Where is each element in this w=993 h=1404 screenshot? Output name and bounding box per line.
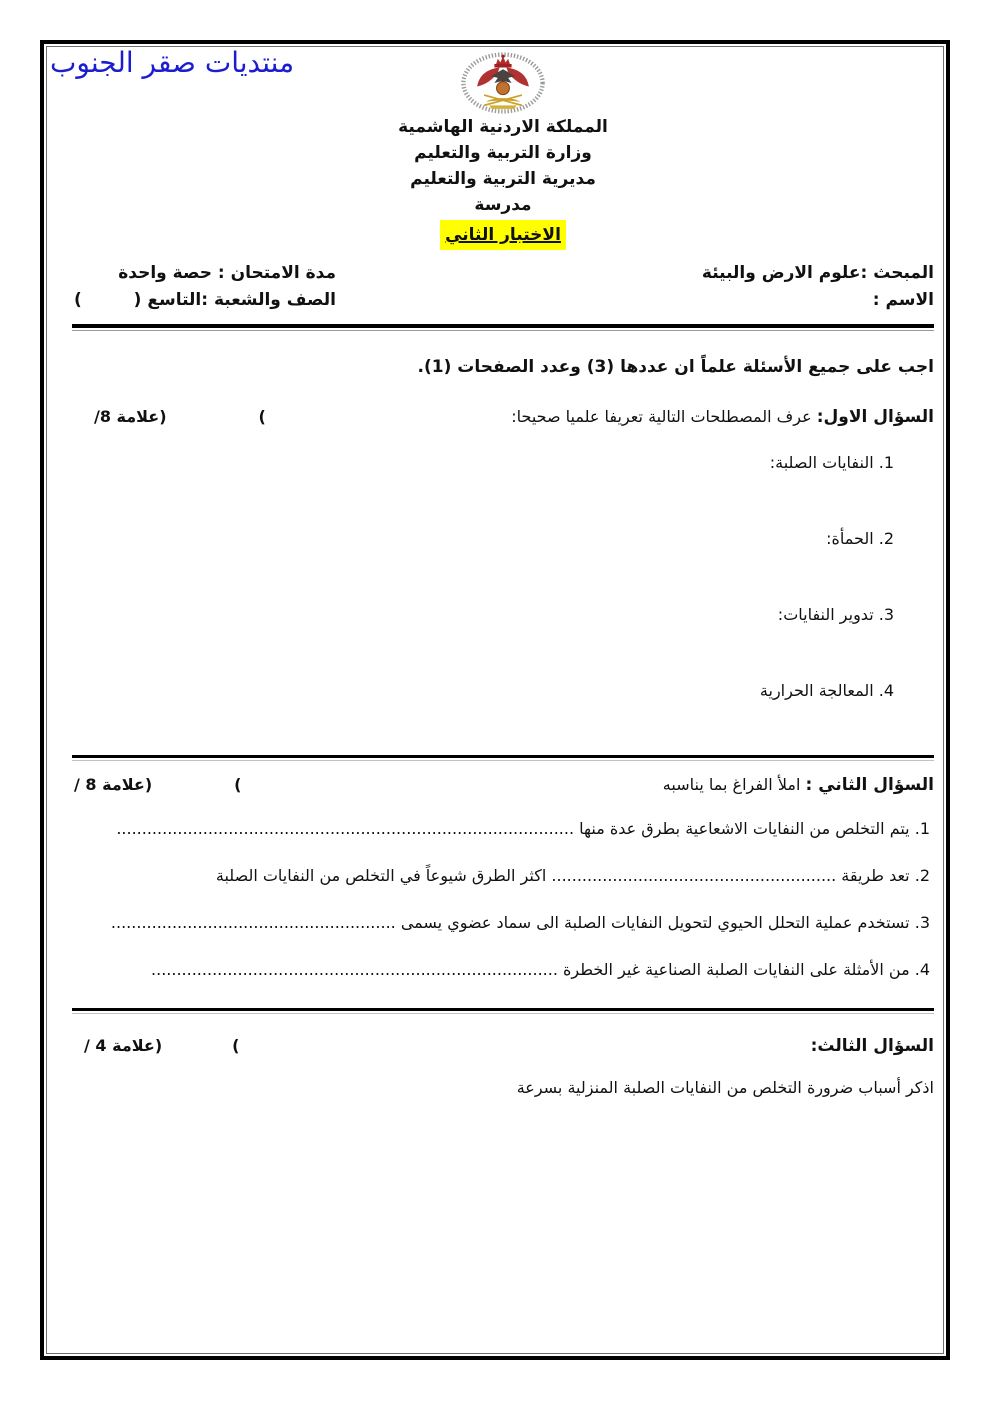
question2-header bbox=[72, 775, 934, 795]
blank1-dotted-line: .......................................................................................... bbox=[116, 819, 575, 838]
exam-info-row bbox=[72, 260, 934, 316]
class-paren-open: ( bbox=[74, 290, 82, 310]
page-border-frame bbox=[40, 40, 950, 1360]
blank-item-industrial-waste bbox=[72, 958, 930, 982]
question3-header bbox=[72, 1036, 934, 1056]
question1-marks bbox=[94, 407, 266, 426]
blank2-text-after: اكثر الطرق شيوعاً في التخلص من النفايات الصلبة bbox=[215, 866, 552, 885]
blank-item-radioactive-waste bbox=[72, 817, 930, 841]
question1-title bbox=[511, 407, 934, 427]
blank4-dotted-line: ................................................................................ bbox=[151, 960, 558, 979]
watermark-text: منتديات صقر الجنوب bbox=[50, 46, 295, 79]
header-school-line: مدرسة bbox=[474, 195, 532, 215]
question1-marks-text: /8 علامة) bbox=[94, 407, 167, 426]
term-item-recycling: 3. تدوير النفايات: bbox=[777, 605, 894, 624]
question2-title bbox=[663, 775, 934, 795]
question3-label: السؤال الثالث: bbox=[810, 1036, 934, 1056]
question3-marks bbox=[84, 1036, 239, 1055]
term-item-solid-waste: 1. النفايات الصلبة: bbox=[769, 453, 894, 472]
blank3-dotted-line: ........................................................ bbox=[110, 913, 396, 932]
header-directorate-line: مديرية التربية والتعليم bbox=[410, 169, 596, 189]
blank3-text: 3. تستخدم عملية التحلل الحيوي لتحويل النفايات الصلبة الى سماد عضوي يسمى bbox=[395, 913, 930, 932]
question2-label: السؤال الثاني : bbox=[805, 775, 934, 795]
info-left-column bbox=[74, 260, 336, 314]
header-kingdom-line: المملكة الاردنية الهاشمية bbox=[398, 117, 608, 137]
question2-prompt: املأ الفراغ بما يناسبه bbox=[662, 775, 801, 794]
exam-duration-line: مدة الامتحان : حصة واحدة bbox=[118, 263, 336, 283]
question3-title bbox=[811, 1036, 934, 1056]
question1-label: السؤال الاول: bbox=[816, 407, 934, 427]
question3-prompt: اذكر أسباب ضرورة التخلص من النفايات الصلبة المنزلية بسرعة bbox=[516, 1078, 934, 1097]
class-paren-close: ) bbox=[133, 290, 142, 310]
exam-instruction: اجب على جميع الأسئلة علماً ان عددها (3) وعدد الصفحات (1). bbox=[417, 357, 934, 377]
student-name-line: الاسم : bbox=[872, 290, 934, 310]
blank-item-common-method bbox=[72, 864, 930, 888]
term-item-sludge: 2. الحمأة: bbox=[826, 529, 894, 548]
jordan-ministry-emblem-icon bbox=[459, 52, 547, 114]
class-section-text: الصف والشعبة :التاسع bbox=[147, 290, 336, 310]
header-ministry-line: وزارة التربية والتعليم bbox=[414, 143, 592, 163]
blank2-dotted-line: ........................................................ bbox=[551, 866, 837, 885]
separator-header bbox=[72, 324, 934, 331]
separator-question2 bbox=[72, 755, 934, 761]
separator-question3 bbox=[72, 1008, 934, 1014]
question2-marks bbox=[74, 775, 241, 794]
question2-marks-text: / 8 علامة) bbox=[74, 775, 153, 794]
document-header bbox=[72, 44, 934, 250]
question2-marks-paren: ( bbox=[234, 775, 242, 794]
blank1-text: 1. يتم التخلص من النفايات الاشعاعية بطرق عدة منها bbox=[574, 819, 930, 838]
blank-item-biodegradation bbox=[72, 911, 930, 935]
question1-header bbox=[72, 407, 934, 427]
question3-marks-text: / 4 علامة) bbox=[84, 1036, 163, 1055]
question1-terms-list bbox=[72, 451, 934, 703]
question1-marks-paren: ( bbox=[258, 407, 266, 426]
question2-fill-blanks-list bbox=[72, 817, 934, 982]
question1-prompt: عرف المصطلحات التالية تعريفا علميا صحيحا: bbox=[511, 407, 812, 426]
exam-title-line bbox=[72, 220, 934, 250]
term-item-thermal-treatment: 4. المعالجة الحرارية bbox=[759, 681, 894, 700]
question3-marks-paren: ( bbox=[232, 1036, 240, 1055]
blank4-text: 4. من الأمثلة على النفايات الصلبة الصناعية غير الخطرة bbox=[557, 960, 930, 979]
subject-line: المبحث :علوم الارض والبيئة bbox=[701, 263, 934, 283]
page-content bbox=[72, 44, 934, 1348]
exam-title-highlighted: الاختبار الثاني bbox=[440, 220, 566, 250]
class-section-line bbox=[74, 287, 336, 314]
logo-container bbox=[72, 52, 934, 114]
blank2-text: 2. تعد طريقة bbox=[836, 866, 930, 885]
